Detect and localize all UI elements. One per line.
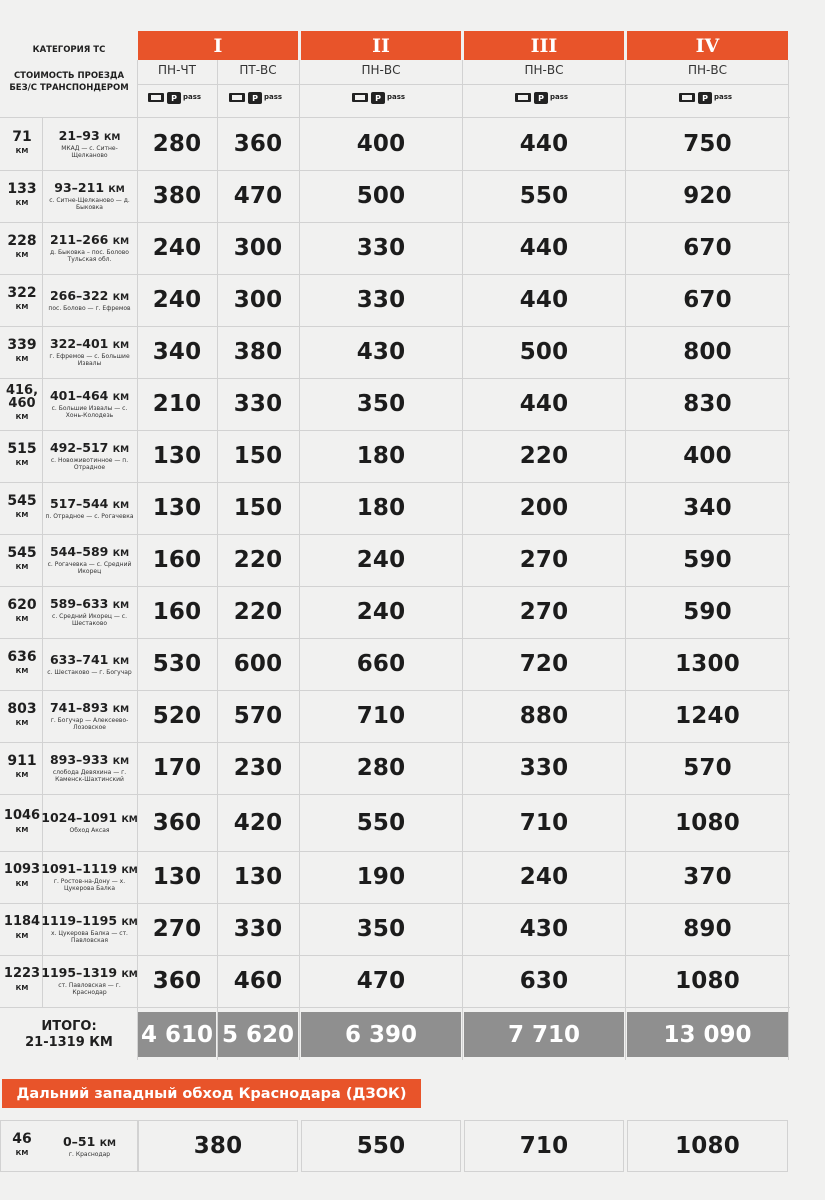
segment-range: 322–401 КМ	[49, 336, 130, 351]
price-cell: 600	[233, 651, 283, 677]
price-cell: 340	[152, 339, 202, 365]
km-marker: 803	[7, 701, 37, 717]
segment-description: с. Шестаково — г. Богучар	[47, 668, 132, 676]
table-row: 515 КМ 492–517 КМ с. Новоживотинное — п. Отрадное 130 150 180 220 400	[0, 430, 790, 482]
payment-icons	[627, 88, 788, 108]
payment-icons	[138, 88, 216, 108]
price-cell: 330	[233, 391, 283, 417]
price-cell: 1080	[675, 968, 740, 994]
segment-description: п. Отрадное — с. Рогачевка	[45, 512, 134, 520]
price-cell: 440	[519, 287, 569, 313]
price-cell: 590	[683, 547, 732, 573]
table-row: 339 КМ 322–401 КМ г. Ефремов — с. Большие Извалы 340 380 430 500 800	[0, 326, 790, 378]
dzok-section-title: Дальний западный обход Краснодара (ДЗОК)	[2, 1079, 421, 1108]
day-range-fri-sun: ПТ-ВС	[239, 63, 277, 77]
km-marker: 339	[7, 337, 37, 353]
payment-icons	[301, 88, 461, 108]
price-cell: 240	[519, 864, 569, 890]
km-marker: 515	[7, 441, 37, 457]
segment-range: 741–893 КМ	[49, 700, 130, 715]
price-cell: 360	[152, 968, 202, 994]
table-row: 636 КМ 633–741 КМ с. Шестаково — г. Богучар 530 600 660 720 1300	[0, 638, 790, 690]
km-marker: 416, 460	[5, 383, 39, 411]
table-row: 545 КМ 517–544 КМ п. Отрадное — с. Рогачевка 130 150 180 200 340	[0, 482, 790, 534]
segment-range: 1119–1195 КМ	[41, 913, 138, 928]
segment-range: 1091–1119 КМ	[41, 861, 138, 876]
price-cell: 880	[519, 703, 569, 729]
price-cell: 380	[233, 339, 283, 365]
segment-range: 266–322 КМ	[49, 287, 130, 303]
price-cell: 180	[356, 443, 406, 469]
price-cell: 270	[152, 916, 202, 942]
price-cell: 130	[152, 495, 202, 521]
price-cell: 280	[356, 755, 406, 781]
price-cell: 330	[356, 287, 406, 313]
price-cell: 300	[233, 287, 283, 313]
segment-description: с. Новоживотинное — п. Отрадное	[50, 457, 129, 471]
price-cell: 750	[683, 131, 732, 157]
cash-transponder-icon	[350, 90, 412, 106]
km-marker: 71	[12, 129, 32, 145]
total-value: 6 390	[301, 1012, 461, 1057]
category-4-header: IV	[627, 31, 788, 60]
segment-range: 21–93 КМ	[58, 128, 121, 143]
price-cell: 220	[233, 547, 283, 573]
price-cell: 570	[683, 755, 732, 781]
table-row: 1093 КМ 1091–1119 КМ г. Ростов-на-Дону — х. Цукерова Балка 130 130 190 240 370	[0, 851, 790, 903]
price-cell: 220	[233, 599, 283, 625]
price-cell: 800	[683, 339, 732, 365]
price-cell: 280	[152, 131, 202, 157]
segment-description: с. Рогачевка — с. Средний Икорец	[47, 561, 132, 575]
cash-transponder-icon	[227, 90, 289, 106]
segment-range: 544–589 КМ	[49, 544, 130, 559]
price-cell: 240	[356, 599, 406, 625]
svg-text:P: P	[252, 94, 258, 103]
price-cell: 550	[356, 1133, 406, 1159]
price-cell: 330	[356, 235, 406, 261]
price-cell: 460	[233, 968, 283, 994]
table-row: 71 КМ 21–93 КМ МКАД — с. Ситне-Щелканово 280 360 400 440 750	[0, 118, 790, 170]
price-cell: 550	[519, 183, 569, 209]
dzok-row: 46 КМ 0–51 КМ г. Краснодар 380 550 710 1080	[0, 1120, 790, 1172]
table-row: 416, 460 КМ 401–464 КМ с. Большие Извалы — с. Хонь-Колодезь 210 330 350 440 830	[0, 378, 790, 430]
day-range-mon-sun: ПН-ВС	[361, 63, 401, 77]
price-cell: 270	[519, 599, 569, 625]
price-cell: 130	[233, 864, 283, 890]
table-row: 322 КМ 266–322 КМ пос. Болово — г. Ефремов 240 300 330 440 670	[0, 274, 790, 326]
price-cell: 230	[233, 755, 283, 781]
price-cell: 350	[356, 916, 406, 942]
price-cell: 180	[356, 495, 406, 521]
svg-text:pass: pass	[264, 93, 283, 101]
price-cell: 550	[356, 809, 406, 836]
price-cell: 400	[683, 443, 732, 469]
vehicle-category-label: КАТЕГОРИЯ ТС	[32, 45, 106, 55]
category-3-header: III	[464, 31, 624, 60]
price-cell: 710	[519, 1133, 569, 1159]
cash-transponder-icon	[146, 90, 208, 106]
price-cell: 420	[233, 809, 283, 836]
price-cell: 890	[683, 916, 732, 942]
segment-description: пос. Болово — г. Ефремов	[48, 304, 131, 312]
segment-description: слобода Девяхина — г. Каменск-Шахтинский	[52, 769, 127, 783]
svg-text:P: P	[171, 94, 177, 103]
price-cell: 670	[683, 287, 732, 313]
price-cell: 710	[356, 703, 406, 729]
svg-text:P: P	[538, 94, 544, 103]
segment-description: МКАД — с. Ситне-Щелканово	[61, 145, 118, 159]
svg-text:pass: pass	[550, 93, 569, 101]
price-cell: 710	[519, 809, 569, 836]
total-value: 4 610	[138, 1012, 216, 1057]
table-row: 1184 КМ 1119–1195 КМ х. Цукерова Балка — ст. Павловская 270 330 350 430 890	[0, 903, 790, 955]
table-row: 133 КМ 93–211 КМ с. Ситне-Щелканово — д. Быковка 380 470 500 550 920	[0, 170, 790, 222]
total-value: 7 710	[464, 1012, 624, 1057]
day-range-mon-thu: ПН-ЧТ	[158, 63, 196, 77]
price-cell: 360	[152, 809, 202, 836]
cash-transponder-icon	[513, 90, 575, 106]
km-marker: 1223	[3, 966, 41, 981]
price-cell: 270	[519, 547, 569, 573]
price-cell: 1240	[675, 703, 740, 729]
km-marker: 545	[7, 545, 37, 561]
segment-description: с. Большие Извалы — с. Хонь-Колодезь	[51, 405, 128, 419]
km-marker: 636	[7, 649, 37, 665]
fare-cost-label: СТОИМОСТЬ ПРОЕЗДА БЕЗ/С ТРАНСПОНДЕРОМ	[9, 71, 129, 93]
price-cell: 530	[152, 651, 202, 677]
price-cell: 330	[233, 916, 283, 942]
price-cell: 920	[683, 183, 732, 209]
total-label: ИТОГО: 21-1319 КМ	[25, 1019, 113, 1050]
price-cell: 470	[233, 183, 283, 209]
price-cell: 190	[356, 864, 406, 890]
table-row: 803 КМ 741–893 КМ г. Богучар — Алексеево-Лозовское 520 570 710 880 1240	[0, 690, 790, 742]
segment-description: с. Ситне-Щелканово — д. Быковка	[49, 197, 130, 211]
segment-description: Обход Аксая	[69, 827, 110, 834]
km-marker: 1093	[3, 862, 41, 877]
svg-text:P: P	[375, 94, 381, 103]
segment-range: 211–266 КМ	[49, 232, 130, 247]
table-row: 228 КМ 211–266 КМ д. Быковка – пос. Болово Тульская обл. 240 300 330 440 670	[0, 222, 790, 274]
price-cell: 130	[152, 864, 202, 890]
segment-range: 0–51 КМ	[62, 1133, 116, 1149]
table-row: 545 КМ 544–589 КМ с. Рогачевка — с. Средний Икорец 160 220 240 270 590	[0, 534, 790, 586]
category-2-header: II	[301, 31, 461, 60]
table-row: 1223 КМ 1195–1319 КМ ст. Павловская — г. Краснодар 360 460 470 630 1080	[0, 955, 790, 1007]
price-cell: 170	[152, 755, 202, 781]
km-marker: 620	[7, 597, 37, 613]
price-cell: 590	[683, 599, 732, 625]
price-cell: 160	[152, 599, 202, 625]
price-cell: 360	[233, 131, 283, 157]
price-cell: 150	[233, 443, 283, 469]
total-value: 13 090	[627, 1012, 788, 1057]
km-marker: 133	[7, 181, 37, 197]
price-cell: 160	[152, 547, 202, 573]
price-cell: 210	[152, 391, 202, 417]
segment-range: 492–517 КМ	[49, 440, 130, 455]
svg-text:pass: pass	[387, 93, 406, 101]
price-cell: 1080	[675, 809, 740, 836]
price-cell: 440	[519, 391, 569, 417]
table-row: 1046 КМ 1024–1091 КМ Обход Аксая 360 420 550 710 1080	[0, 794, 790, 851]
day-range-mon-sun: ПН-ВС	[688, 63, 727, 77]
price-cell: 500	[519, 339, 569, 365]
segment-range: 589–633 КМ	[49, 596, 130, 611]
price-cell: 300	[233, 235, 283, 261]
price-cell: 400	[356, 131, 406, 157]
segment-description: г. Ростов-на-Дону — х. Цукерова Балка	[53, 878, 126, 892]
price-cell: 470	[356, 968, 406, 994]
price-cell: 440	[519, 131, 569, 157]
price-cell: 350	[356, 391, 406, 417]
km-marker: 1046	[3, 807, 41, 823]
km-marker: 545	[7, 493, 37, 509]
table-row: 620 КМ 589–633 КМ с. Средний Икорец — с. Шестаково 160 220 240 270 590	[0, 586, 790, 638]
price-cell: 430	[519, 916, 569, 942]
price-cell: 200	[519, 495, 569, 521]
category-1-header: I	[138, 31, 298, 60]
price-cell: 500	[356, 183, 406, 209]
cash-transponder-icon	[677, 90, 739, 106]
price-cell: 720	[519, 651, 569, 677]
price-cell: 240	[356, 547, 406, 573]
price-cell: 130	[152, 443, 202, 469]
table-row: 911 КМ 893–933 КМ слобода Девяхина — г. Каменск-Шахтинский 170 230 280 330 570	[0, 742, 790, 794]
price-cell: 520	[152, 703, 202, 729]
payment-icons	[218, 88, 298, 108]
segment-range: 93–211 КМ	[54, 180, 125, 195]
total-value: 5 620	[218, 1012, 298, 1057]
svg-text:pass: pass	[713, 93, 732, 101]
price-cell: 220	[519, 443, 569, 469]
price-cell: 380	[193, 1133, 243, 1159]
price-cell: 1300	[675, 651, 740, 677]
price-cell: 430	[356, 339, 406, 365]
segment-range: 633–741 КМ	[49, 651, 130, 667]
segment-description: д. Быковка – пос. Болово Тульская обл.	[50, 249, 129, 263]
km-marker: 228	[7, 233, 37, 249]
price-cell: 340	[683, 495, 732, 521]
price-cell: 1080	[675, 1133, 740, 1159]
svg-text:P: P	[701, 94, 708, 103]
price-cell: 660	[356, 651, 406, 677]
day-range-mon-sun: ПН-ВС	[524, 63, 564, 77]
price-cell: 370	[683, 864, 732, 890]
price-cell: 240	[152, 235, 202, 261]
payment-icons	[464, 88, 624, 108]
price-cell: 150	[233, 495, 283, 521]
price-cell: 380	[152, 183, 202, 209]
km-marker: 911	[7, 753, 37, 769]
segment-range: 1195–1319 КМ	[41, 965, 138, 980]
segment-description: г. Ефремов — с. Большие Извалы	[49, 353, 130, 367]
km-marker: 1184	[3, 914, 41, 929]
price-cell: 240	[152, 287, 202, 313]
price-cell: 630	[519, 968, 569, 994]
price-cell: 670	[683, 235, 732, 261]
km-marker: 322	[7, 285, 37, 301]
segment-description: х. Цукерова Балка — ст. Павловская	[51, 930, 128, 944]
segment-description: г. Краснодар	[68, 1150, 111, 1158]
segment-description: с. Средний Икорец — с. Шестаково	[52, 613, 127, 627]
segment-description: г. Богучар — Алексеево-Лозовское	[50, 717, 129, 731]
km-marker: 46	[12, 1131, 32, 1147]
segment-range: 517–544 КМ	[49, 495, 130, 511]
svg-text:pass: pass	[183, 93, 202, 101]
price-cell: 830	[683, 391, 732, 417]
segment-range: 1024–1091 КМ	[41, 810, 138, 825]
segment-range: 893–933 КМ	[49, 752, 130, 767]
price-cell: 440	[519, 235, 569, 261]
price-cell: 330	[519, 755, 569, 781]
price-cell: 570	[233, 703, 283, 729]
segment-range: 401–464 КМ	[49, 388, 130, 403]
segment-description: ст. Павловская — г. Краснодар	[58, 982, 121, 996]
